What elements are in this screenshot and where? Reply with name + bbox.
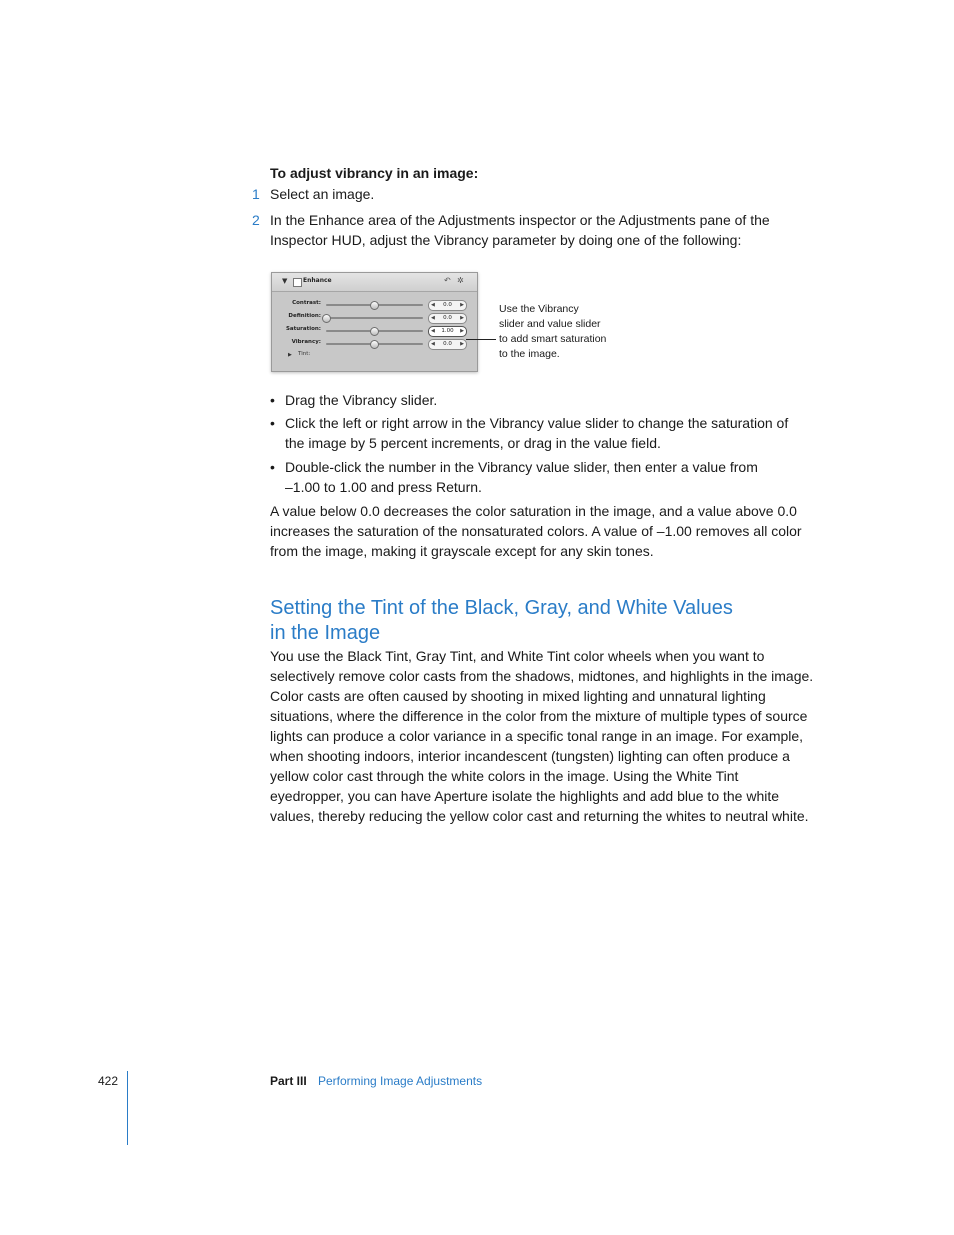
enable-checkbox — [293, 278, 302, 287]
value-slider — [428, 313, 467, 324]
callout-line-text: slider and value slider — [499, 318, 601, 330]
disclosure-triangle-icon: ▶ — [288, 352, 292, 358]
panel-header — [272, 273, 477, 292]
tint-row — [272, 350, 477, 362]
right-arrow-icon: ▶ — [460, 328, 464, 334]
note-paragraph — [270, 501, 802, 561]
paragraph-line: Color casts are often caused by shooting in mixed lighting and unnatural lighting — [270, 688, 766, 704]
right-arrow-icon: ▶ — [460, 341, 464, 347]
value-slider — [428, 300, 467, 311]
bullet-text: Click the left or right arrow in the Vibrancy value slider to change the saturation of — [285, 415, 789, 431]
step-number: 1 — [252, 186, 260, 202]
vibrancy-row — [272, 338, 477, 350]
bullet-text: Drag the Vibrancy slider. — [285, 392, 438, 408]
slider-knob — [370, 327, 379, 336]
step-text: Inspector HUD, adjust the Vibrancy parameter by doing one of the following: — [270, 232, 742, 248]
figure-callout — [499, 302, 629, 362]
enhance-panel-figure — [271, 272, 478, 372]
paragraph-line: yellow color cast through the white colors in the image. Using the White Tint — [270, 768, 739, 784]
slider-knob — [370, 301, 379, 310]
value-text: 0.0 — [443, 341, 452, 347]
tint-label: Tint: — [298, 351, 311, 357]
row-label: Definition: — [288, 313, 321, 319]
page-number: 422 — [98, 1074, 119, 1088]
slider-knob — [370, 340, 379, 349]
slider-knob — [322, 314, 331, 323]
value-text: 0.0 — [443, 302, 452, 308]
step-text: Select an image. — [270, 186, 375, 202]
procedure-lead: To adjust vibrancy in an image: — [270, 165, 479, 181]
callout-line-text: to add smart saturation — [499, 333, 607, 345]
saturation-row — [272, 325, 477, 337]
paragraph-line: from the image, making it grayscale except for any skin tones. — [270, 543, 654, 559]
paragraph-line: selectively remove color casts from the shadows, midtones, and highlights in the image. — [270, 668, 814, 684]
bullet-text: –1.00 to 1.00 and press Return. — [285, 479, 482, 495]
row-label: Saturation: — [285, 326, 321, 332]
footer-rule — [127, 1071, 128, 1145]
section-heading — [270, 596, 733, 646]
paragraph-line: values, thereby reducing the yellow color cast and returning the whites to neutral white. — [270, 808, 809, 824]
section-body — [270, 646, 813, 826]
heading-line: in the Image — [270, 622, 381, 644]
bullet-text: the image by 5 percent increments, or drag in the value field. — [285, 435, 661, 451]
paragraph-line: You use the Black Tint, Gray Tint, and White Tint color wheels when you want to — [270, 648, 765, 664]
bullet-marker: • — [270, 459, 275, 475]
bullet-marker: • — [270, 415, 275, 431]
value-text: 0.0 — [443, 315, 452, 321]
step-number: 2 — [252, 212, 260, 228]
bullet-marker: • — [270, 392, 275, 408]
paragraph-line: eyedropper, you can have Aperture isolate the highlights and add blue to the white — [270, 788, 780, 804]
paragraph-line: lights can produce a color variance in a specific tonal range in an image. For example, — [270, 728, 804, 744]
value-slider — [428, 326, 467, 337]
callout-line — [466, 339, 496, 340]
bullet-item — [270, 457, 822, 497]
right-arrow-icon: ▶ — [460, 315, 464, 321]
gear-icon: ✲ — [457, 276, 464, 285]
callout-line-text: to the image. — [499, 348, 560, 360]
row-label: Vibrancy: — [291, 339, 321, 345]
left-arrow-icon: ◀ — [431, 302, 435, 308]
panel-title: Enhance — [303, 277, 332, 284]
reset-icon: ↶ — [444, 276, 451, 285]
slider-track — [326, 317, 423, 319]
paragraph-line: when shooting indoors, interior incandescent (tungsten) lighting can often produce a — [270, 748, 790, 764]
left-arrow-icon: ◀ — [431, 341, 435, 347]
value-text: 1.00 — [441, 328, 454, 334]
paragraph-line: situations, where the difference in the color from the mixture of multiple types of source — [270, 708, 808, 724]
footer-part: Part III — [270, 1074, 307, 1088]
heading-line: Setting the Tint of the Black, Gray, and White Values — [270, 597, 733, 619]
callout-line-text: Use the Vibrancy — [499, 303, 579, 315]
disclosure-triangle-icon: ▼ — [282, 277, 288, 285]
paragraph-line: increases the saturation of the nonsaturated colors. A value of –1.00 removes all color — [270, 523, 802, 539]
row-label: Contrast: — [292, 300, 321, 306]
bullet-item — [270, 413, 822, 453]
left-arrow-icon: ◀ — [431, 315, 435, 321]
right-arrow-icon: ▶ — [460, 302, 464, 308]
bullet-text: Double-click the number in the Vibrancy value slider, then enter a value from — [285, 459, 758, 475]
left-arrow-icon: ◀ — [431, 328, 435, 334]
definition-row — [272, 312, 477, 324]
bullet-item — [270, 390, 822, 410]
paragraph-line: A value below 0.0 decreases the color saturation in the image, and a value above 0.0 — [270, 503, 797, 519]
step-text: In the Enhance area of the Adjustments inspector or the Adjustments pane of the — [270, 212, 770, 228]
footer-chapter-link[interactable]: Performing Image Adjustments — [318, 1074, 483, 1088]
value-slider — [428, 339, 467, 350]
contrast-row — [272, 299, 477, 311]
